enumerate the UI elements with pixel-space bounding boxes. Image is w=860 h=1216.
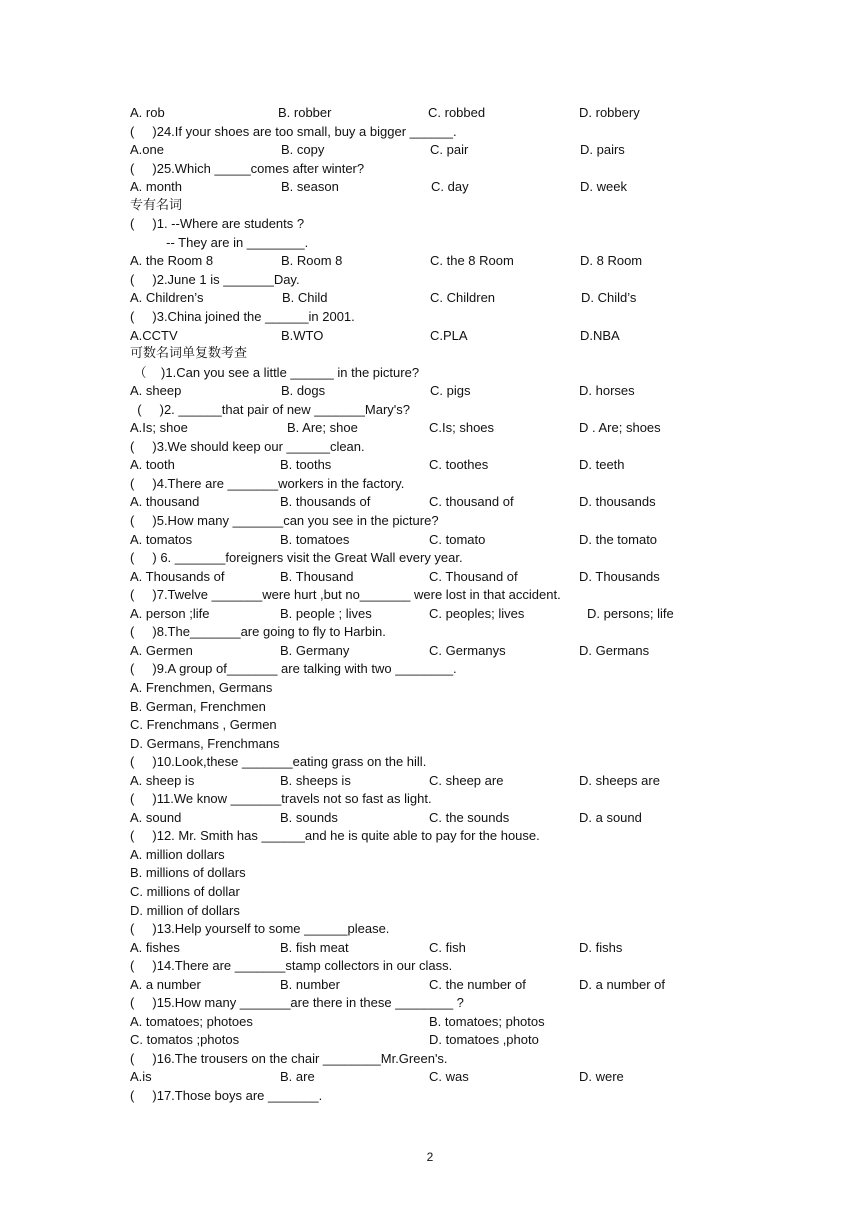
answer-options-row	[130, 327, 730, 346]
question-text: B. millions of dollars	[130, 865, 246, 881]
answer-options-row	[130, 252, 730, 271]
answer-option: C. the sounds	[429, 809, 510, 825]
answer-option: C. was	[429, 1069, 469, 1085]
answer-options-row	[130, 939, 730, 958]
answer-option: C.Is; shoes	[429, 420, 495, 436]
answer-option: C. tomatos ;photos	[130, 1032, 240, 1048]
question-text: ( )4.There are _______workers in the factory.	[130, 475, 405, 491]
answer-option: D. Germans	[579, 642, 650, 658]
answer-option: B. Germany	[280, 642, 350, 658]
answer-option: D. 8 Room	[580, 253, 643, 269]
answer-option: D.NBA	[580, 327, 620, 343]
answer-options-row	[130, 642, 730, 661]
answer-option: A.Is; shoe	[130, 420, 188, 436]
answer-option: B. season	[281, 179, 339, 195]
question-text: C. Frenchmans , Germen	[130, 717, 277, 733]
question-text: ( )14.There are _______stamp collectors in our class.	[130, 958, 453, 974]
answer-option: B. fish meat	[280, 939, 349, 955]
answer-option: B. copy	[281, 142, 325, 158]
answer-options-row	[130, 772, 730, 791]
section-heading: 可数名词单复数考查	[130, 346, 248, 362]
answer-option: D. the tomato	[579, 531, 658, 547]
question-text: ( )13.Help yourself to some ______please.	[130, 921, 390, 937]
answer-option: D. a sound	[579, 809, 642, 825]
question-text: ( )8.The_______are going to fly to Harbin.	[130, 624, 386, 640]
answer-options-row	[130, 141, 730, 160]
answer-options-row	[130, 289, 730, 308]
answer-option: C. the number of	[429, 976, 526, 992]
answer-option: B. people ; lives	[280, 605, 372, 621]
answer-options-row	[130, 419, 730, 438]
question-text: B. German, Frenchmen	[130, 698, 266, 714]
answer-option: D . Are; shoes	[579, 420, 661, 436]
answer-option: B. tomatoes	[280, 531, 350, 547]
answer-option: B. sounds	[280, 809, 338, 825]
answer-option: D. pairs	[580, 142, 625, 158]
question-text: ( )3.China joined the ______in 2001.	[130, 309, 355, 325]
question-text: ( )5.How many _______can you see in the picture?	[130, 513, 439, 529]
answer-option: C. sheep are	[429, 772, 504, 788]
answer-option: C.PLA	[430, 327, 468, 343]
question-text: ( )10.Look,these _______eating grass on the hill.	[130, 754, 427, 770]
answer-options-row	[130, 178, 730, 197]
answer-options-row	[130, 809, 730, 828]
answer-option: B. number	[280, 976, 340, 992]
answer-option: A.is	[130, 1069, 152, 1085]
question-text: ( )11.We know _______travels not so fast as light.	[130, 791, 432, 807]
answer-option: A.CCTV	[130, 327, 178, 343]
answer-option: A. fishes	[130, 939, 180, 955]
answer-options-row	[130, 531, 730, 550]
answer-option: A. sound	[130, 809, 182, 825]
answer-option: A.one	[130, 142, 164, 158]
answer-option: D. Child’s	[581, 290, 637, 306]
answer-option: C. thousand of	[429, 494, 514, 510]
answer-option: C. pair	[430, 142, 469, 158]
answer-options-row	[130, 1031, 730, 1050]
question-text: ( )7.Twelve _______were hurt ,but no_______ were lost in that accident.	[130, 587, 561, 603]
answer-option: C. fish	[429, 939, 466, 955]
page-number: 2	[426, 1150, 434, 1164]
question-text: ( )1. --Where are students ?	[130, 216, 305, 232]
answer-option: B. Room 8	[281, 253, 343, 269]
answer-options-row	[130, 1068, 730, 1087]
question-text: ( )16.The trousers on the chair ________Mr.Green's.	[130, 1050, 448, 1066]
question-text: D. million of dollars	[130, 902, 240, 918]
answer-option: D. a number of	[579, 976, 665, 992]
answer-option: A. sheep is	[130, 772, 195, 788]
answer-option: C. Germanys	[429, 642, 506, 658]
answer-option: A. a number	[130, 976, 201, 992]
question-list	[130, 104, 730, 1106]
answer-options-row	[130, 456, 730, 475]
answer-option: C. the 8 Room	[430, 253, 514, 269]
question-text: -- They are in ________.	[130, 234, 309, 250]
answer-option: B. tooths	[280, 457, 332, 473]
answer-option: B. Thousand	[280, 568, 354, 584]
answer-option: A. tomatoes; photoes	[130, 1013, 253, 1029]
answer-option: D. tomatoes ,photo	[429, 1032, 539, 1048]
question-text: ( )15.How many _______are there in these ________ ?	[130, 995, 464, 1011]
answer-options-row	[130, 104, 730, 123]
answer-option: C. tomato	[429, 531, 486, 547]
answer-option: B. are	[280, 1069, 315, 1085]
answer-option: A. the Room 8	[130, 253, 214, 269]
answer-option: D. persons; life	[587, 605, 674, 621]
answer-option: A. Germen	[130, 642, 193, 658]
answer-options-row	[130, 1013, 730, 1032]
answer-option: D. teeth	[579, 457, 625, 473]
answer-option: A. rob	[130, 105, 165, 120]
answer-option: A. month	[130, 179, 183, 195]
answer-options-row	[130, 976, 730, 995]
question-text: ( )12. Mr. Smith has ______and he is quite able to pay for the house.	[130, 828, 540, 844]
answer-option: C. Children	[430, 290, 496, 306]
question-text: ( )2. ______that pair of new _______Mary's?	[130, 401, 410, 417]
question-text: ( )9.A group of_______ are talking with two ________.	[130, 661, 457, 677]
answer-option: B.WTO	[281, 327, 324, 343]
answer-option: D. thousands	[579, 494, 656, 510]
answer-options-row	[130, 605, 730, 624]
answer-options-row	[130, 493, 730, 512]
question-text: （ )1.Can you see a little ______ in the picture?	[130, 364, 420, 380]
answer-option: B. thousands of	[280, 494, 371, 510]
answer-option: D. horses	[579, 383, 635, 399]
answer-option: D. week	[580, 179, 627, 195]
answer-option: A. thousand	[130, 494, 200, 510]
answer-option: C. day	[431, 179, 469, 195]
answer-options-row	[130, 568, 730, 587]
question-text: ( )3.We should keep our ______clean.	[130, 438, 365, 454]
answer-option: A. tomatos	[130, 531, 193, 547]
answer-option: A. sheep	[130, 383, 182, 399]
question-text: ( )2.June 1 is _______Day.	[130, 271, 300, 287]
answer-option: C. toothes	[429, 457, 489, 473]
answer-option: C. pigs	[430, 383, 471, 399]
answer-option: D. were	[579, 1069, 624, 1085]
answer-options-row	[130, 382, 730, 401]
question-text: ( )17.Those boys are _______.	[130, 1087, 323, 1103]
answer-option: C. robbed	[428, 105, 486, 120]
answer-option: B. robber	[278, 105, 332, 120]
answer-option: D. fishs	[579, 939, 623, 955]
question-text: A. Frenchmen, Germans	[130, 679, 273, 695]
answer-option: D. Thousands	[579, 568, 660, 584]
answer-option: A. tooth	[130, 457, 175, 473]
answer-option: A. Thousands of	[130, 568, 225, 584]
answer-option: A. Children’s	[130, 290, 204, 306]
question-text: ( )25.Which _____comes after winter?	[130, 160, 365, 176]
answer-option: C. peoples; lives	[429, 605, 525, 621]
question-text: ( ) 6. _______foreigners visit the Great Wall every year.	[130, 550, 463, 566]
answer-option: B. tomatoes; photos	[429, 1013, 545, 1029]
answer-option: A. person ;life	[130, 605, 210, 621]
answer-option: D. sheeps are	[579, 772, 660, 788]
answer-option: D. robbery	[579, 105, 640, 120]
section-heading: 专有名词	[130, 197, 183, 213]
question-text: ( )24.If your shoes are too small, buy a bigger ______.	[130, 123, 457, 139]
answer-option: B. sheeps is	[280, 772, 351, 788]
answer-option: B. Child	[282, 290, 328, 306]
answer-option: B. Are; shoe	[287, 420, 358, 436]
answer-option: B. dogs	[281, 383, 326, 399]
answer-option: C. Thousand of	[429, 568, 518, 584]
question-text: D. Germans, Frenchmans	[130, 735, 280, 751]
question-text: A. million dollars	[130, 846, 225, 862]
question-text: C. millions of dollar	[130, 883, 240, 899]
